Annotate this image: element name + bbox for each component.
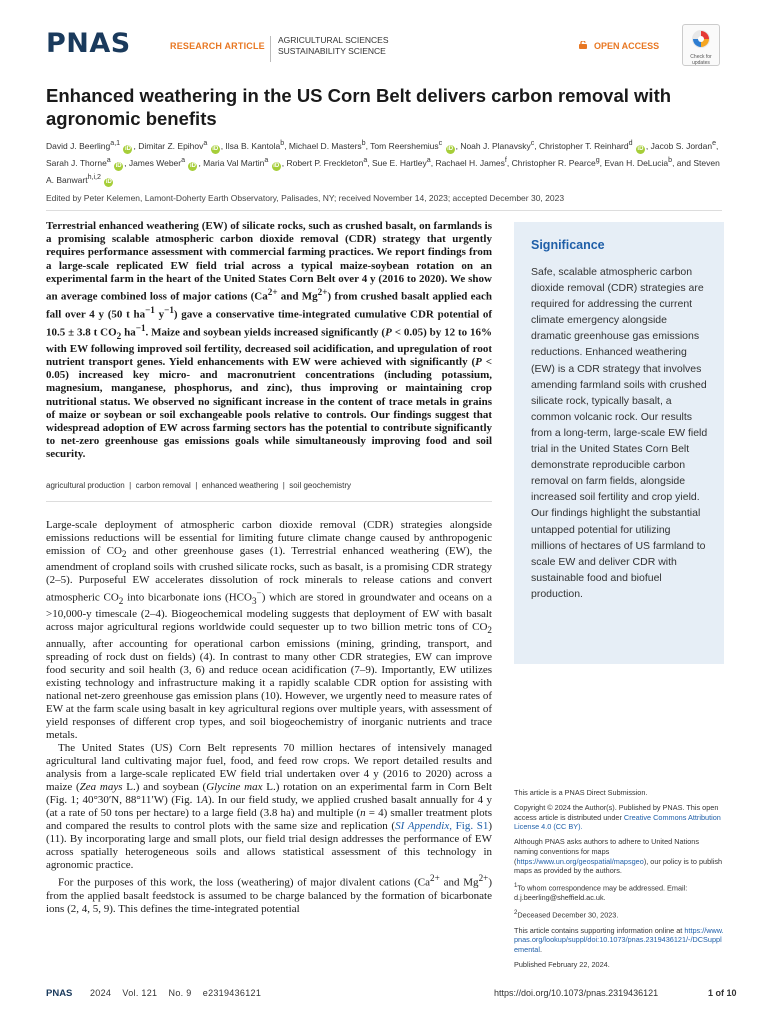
orcid-icon[interactable]: iD [273,162,280,169]
supplemental-link[interactable]: https://www.pnas.org/lookup/suppl/doi:10.1073/pnas.2319436121/-/DCSupplemental [514,925,724,955]
article-title: Enhanced weathering in the US Corn Belt delivers carbon removal with agronomic benefits [46,85,672,129]
orcid-icon[interactable]: iD [105,179,112,186]
page-footer [46,988,746,1002]
significance-title: Significance [531,238,605,252]
orcid-icon[interactable]: iD [637,145,644,152]
author[interactable]: , Evan H. DeLucia [599,157,669,168]
open-access-lock-icon [579,41,589,49]
author[interactable]: , Sarah J. Thorne [46,140,719,168]
author-list: David J. Beerling$^{a,1}$ iD , Dimitar Z. Epihov$^a$ iD , Ilsa B. Kantola$^b$, Michael D. Masters$^b$, Tom Reershemius$^c$ iD , Noah J. Planavsky$^c$, Christopher T. Reinhard$^d$ iD , Jacob S. Jordan$^e$, Sarah J. Thorne$^a$ iD , James Weber$^a$ iD , Maria Val Martin$^a$ iD , Robert P. Freckleton$^a$, Sue E. Hartley$^a$, Rachael H. James$^f$, Christopher R. Pearce$^g$, Evan H. DeLucia$^b$, and Steven A. Banwart$^{h,i,2}$ iD [46,139,720,186]
orcid-icon[interactable]: iD [189,162,196,169]
author[interactable]: David J. Beerling [46,140,111,151]
author[interactable]: , Ilsa B. Kantola [220,140,281,151]
author[interactable]: , Jacob S. Jordan [645,140,713,151]
author[interactable]: , Christopher T. Reinhard [534,140,629,151]
check-updates-line1: Check for [690,54,712,60]
journal-logo[interactable]: PNAS [46,28,131,59]
figure-s1-link[interactable]: , Fig. S1 [449,820,489,833]
editorial-info: Edited by Peter Kelemen, Lamont-Doherty Earth Observatory, Palisades, NY; received November 14, 2023; accepted December 30, 2023 [46,193,565,203]
subject-areas [278,35,389,57]
note-published: Published February 22, 2024. [514,960,610,970]
author[interactable]: , Noah J. Planavsky [455,140,531,151]
main-text [46,519,492,916]
open-access-badge [579,41,659,51]
abstract: Terrestrial enhanced weathering (EW) of silicate rocks, such as crushed basalt, on farmlands is a promising scalable atmospheric carbon dioxide removal (CDR) strategy that urgently requires performance assessment with commercial farming practices. We report findings from a large-scale replicated EW field trial across a typical maize-soybean rotation on an experimental farm in the heart of the United States Corn Belt over 4 y (2016 to 2020). We show an average combined loss of major cations ($Ca^{2+}$ and $Mg^{2+}$) from crushed basalt applied each fall over 4 y (50 t $ha^{-1}$ $y^{-1}$) gave a conservative time-integrated cumulative CDR potential of 10.5 ± 3.8 t $CO_2$ $ha^{-1}$. Maize and soybean yields increased significantly (P < 0.05) by 12 to 16% with EW following improved soil fertility, decreased soil acidification, and upregulation of root nutrient transport genes. Yield enhancements with EW were achieved with significantly (P < 0.05) increased key micro- and macronutrient concentrations (including potassium, magnesium, manganese, phosphorus, and zinc), thus improving or maintaining crop nutritional status. We observed no significant increase in the content of trace metals in grains of maize or soybean or soil exchangeable pools relative to controls. Our findings suggest that widespread adoption of EW across farming sectors has the potential to contribute significantly to net-zero greenhouse gas emissions goals while simultaneously improving food and soil security. [46,220,493,461]
note-deceased: $^2$Deceased December 30, 2023. [514,909,619,920]
footer-logo: PNAS [46,988,73,999]
footer-volume-info: 2024 Vol. 121 No. 9 e2319436121 [90,988,262,998]
paragraph: Large-scale deployment of atmospheric carbon dioxide removal (CDR) strategies alongside emissions reductions will be essential for limiting future climate change caused by anthropogenic emission of $CO_2$ and other greenhouse gases (1). Terrestrial enhanced weathering (EW), the amendment of cropland soils with crushed silicate rocks, such as basalt, is a promising CDR strategy (2–5). Purposeful EW accelerates dissolution of rock minerals to release cations and convert atmospheric $CO_2$ into bicarbonate ions $(HCO_3^-)$ which are stored in groundwater and oceans on a >10,000-y timescale (2–4). Biogeochemical modeling suggests that deployment of EW with basalt across major agricultural regions worldwide could sequester up to two billion metric tons of $CO_2$ annually, after accounting for operational carbon emissions (mining, grinding, transport, and spreading of rock dust on fields) (4). In contrast to many other CDR strategies, EW can improve food security and soil health (3, 6) and reduce ocean acidification (7–9). Importantly, EW utilizes existing technology and infrastructure making it a rapidly scalable CDR option for assisting with national net-zero greenhouse gas emission plans (10). However, we urgently need to measure rates of EW at the farm scale using basalt in key agricultural regions over multiple years, with assessment of yield responses of different crop types, and soil biogeochemistry of inorganic nutrients and trace metals. [46,519,493,741]
keywords-rule [46,501,492,502]
note-submission: This article is a PNAS Direct Submission. [514,788,648,797]
author[interactable]: , Dimitar Z. Epihov [133,140,204,151]
keywords: agricultural production | carbon removal | enhanced weathering | soil geochemistry [46,481,352,490]
license-link[interactable]: Creative Commons Attribution License 4.0 (CC BY). [514,812,721,832]
author[interactable]: , and Steven A. Banwart [46,157,720,185]
subject-2[interactable]: SUSTAINABILITY SCIENCE [278,46,386,56]
orcid-icon[interactable]: iD [447,145,454,152]
author[interactable]: , Robert P. Freckleton [281,157,364,168]
author[interactable]: , Maria Val Martin [198,157,265,168]
orcid-icon[interactable]: iD [212,145,219,152]
note-supporting: This article contains supporting information online at https://www.pnas.org/lookup/suppl/doi:10.1073/pnas.2319436121/-/DCSupplemental. [514,925,724,955]
orcid-icon[interactable]: iD [124,145,131,152]
page-number: 1 of 10 [708,988,737,998]
footer-doi-link[interactable]: https://doi.org/10.1073/pnas.2319436121 [494,988,659,998]
check-updates-line2: updates [692,59,710,66]
note-correspondence: $^1$To whom correspondence may be addressed. Email: d.j.beerling@sheffield.ac.uk. [514,882,688,903]
author[interactable]: , Christopher R. Pearce [506,157,596,168]
author[interactable]: , Rachael H. James [430,157,505,168]
author[interactable]: , James Weber [124,157,182,168]
si-appendix-link[interactable]: SI Appendix [395,820,450,833]
author[interactable]: , Michael D. Masters [284,140,362,151]
significance-box [514,222,724,664]
article-type: RESEARCH ARTICLE [170,41,265,51]
un-maps-link[interactable]: https://www.un.org/geospatial/mapsgeo [516,856,644,866]
significance-text: Safe, scalable atmospheric carbon dioxide removal (CDR) strategies are required for addressing the current climate emergency alongside dramatic greenhouse gas emissions reductions. Enhanced weathering (EW) is a CDR strategy that involves amending farmland soils with crushed silicate rock, typically basalt, a common volcanic rock. Our results from a long-term, large-scale EW field trial in the United States Corn Belt demonstrate reproducible carbon removal on farm fields, alongside increased soil fertility and crop yield. Our findings highlight the substantial untapped potential for utilizing millions of hectares of US farmland to scale EW and deliver CDR with sustainable food and biofuel production. [531,266,708,600]
check-updates-icon [691,29,711,49]
subject-1[interactable]: AGRICULTURAL SCIENCES [278,35,389,45]
check-updates-button[interactable] [682,24,720,66]
open-access-label: OPEN ACCESS [594,41,660,51]
note-copyright: Copyright © 2024 the Author(s). Published by PNAS. This open access article is distributed under Creative Commons Attribution License 4.0 (CC BY). [514,803,721,832]
header-rule [46,210,722,211]
paragraph: The United States (US) Corn Belt represents 70 million hectares of intensively managed agricultural land cultivating major fuel, food, and feed row crops. We report detailed results and analysis from a large-scale replicated EW field trial undertaken over 4 y (2016 to 2020) across a maize (Zea mays L.) and soybean (Glycine max L.) rotation on an experimental farm in Corn Belt (Fig. 1; 40°30′N, 88°11′W) (Fig. 1A). In our field study, we applied crushed basalt annually for 4 y (at a rate of 50 tons per hectare) to a large field (3.8 ha) and multiple (n = 4) smaller treatment plots and compared the results to control plots with the same size and replication (SI Appendix, Fig. S1) (11). By incorporating large and small plots, our field trial design addresses the performance of EW across spatially heterogeneous soils and allows statistical assessment of this technology in agronomic practice. [46,741,493,872]
article-notes [514,788,724,975]
orcid-icon[interactable]: iD [115,162,122,169]
header-divider [270,36,271,62]
note-maps: Although PNAS asks authors to adhere to United Nations naming conventions for maps (https://www.un.org/geospatial/mapsgeo), our policy is to publish maps as provided by the authors. [514,837,723,876]
paragraph: For the purposes of this work, the loss (weathering) of major divalent cations ($Ca^{2+}$ and $Mg^{2+}$) from the applied basalt feedstock is assumed to be charge balanced by the formation of bicarbonate ions (2, 4, 5, 9). This defines the time-integrated potential [46,873,492,916]
author[interactable]: , Tom Reershemius [365,140,439,151]
page-header [46,24,728,74]
author[interactable]: , Sue E. Hartley [367,157,427,168]
